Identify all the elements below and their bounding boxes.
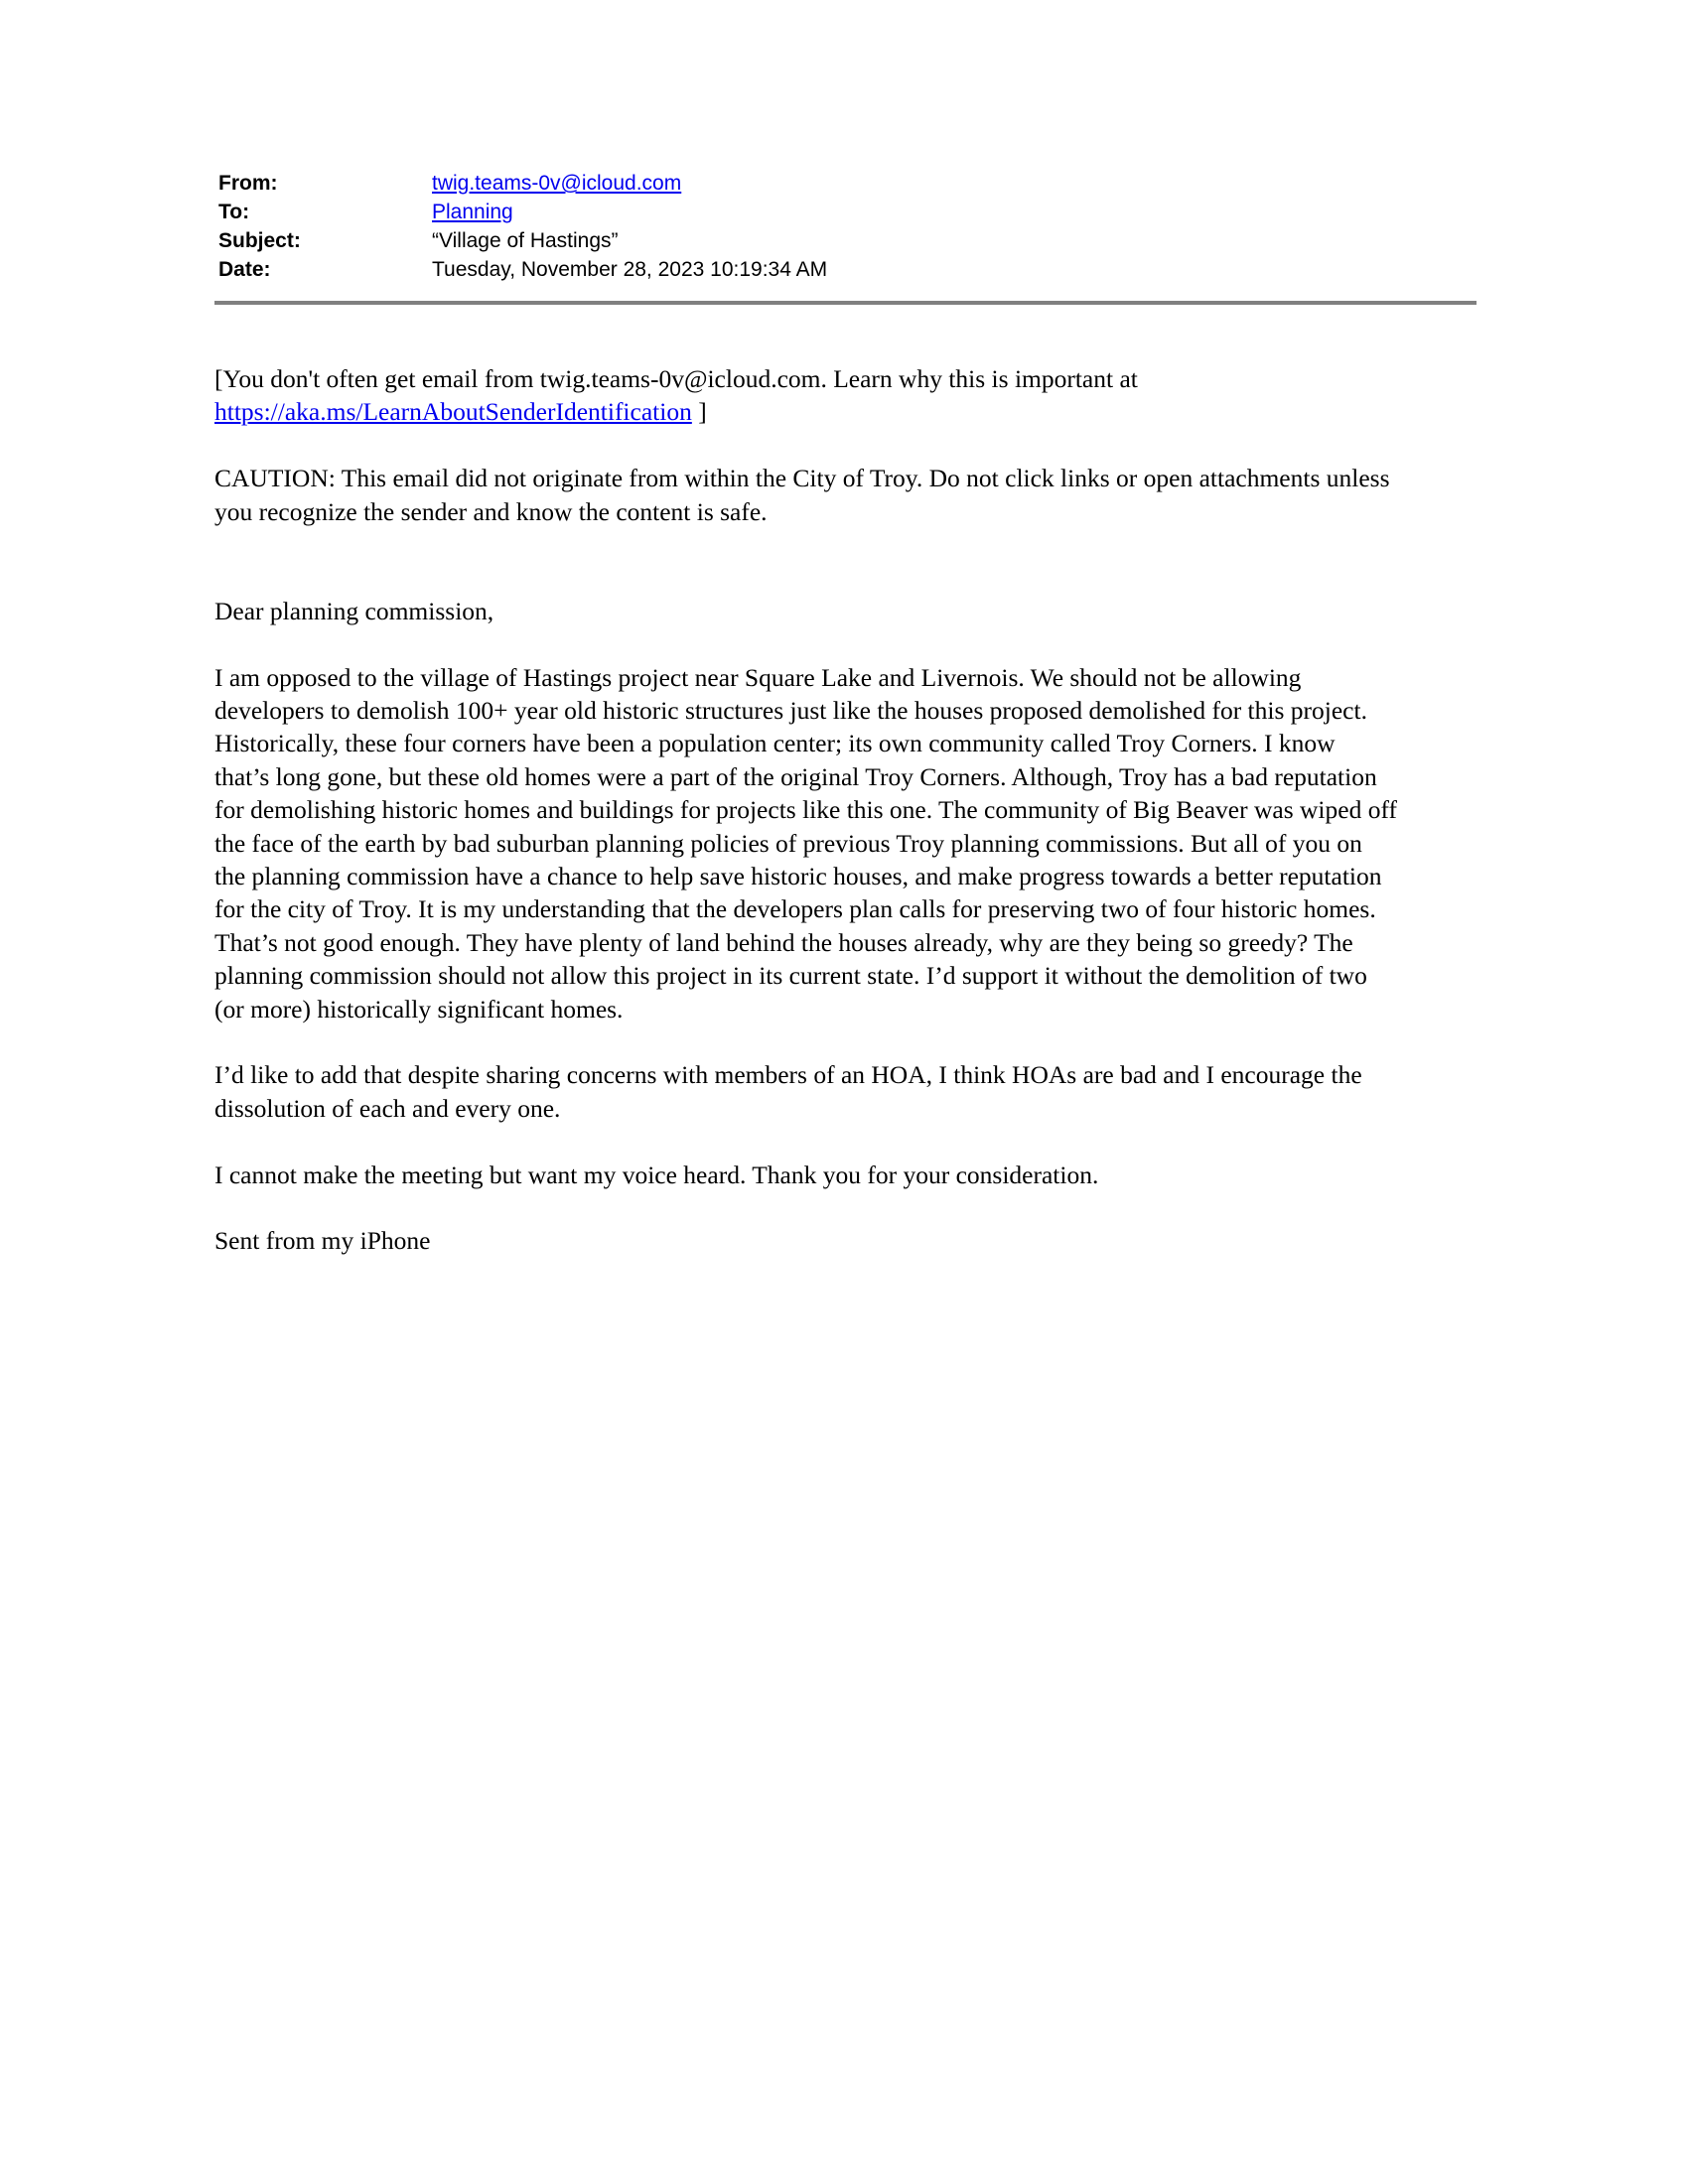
paragraph-1-line: that’s long gone, but these old homes were a part of the original Troy Corners. Although, Troy has a bad reputation bbox=[214, 761, 1377, 791]
header-from-row bbox=[218, 169, 827, 198]
paragraph-1-line: planning commission should not allow this project in its current state. I’d support it without the demolition of two bbox=[214, 961, 1367, 991]
body-paragraph-1 bbox=[214, 661, 1505, 1025]
sender-notice-suffix: ] bbox=[691, 397, 707, 427]
paragraph-2-line: dissolution of each and every one. bbox=[214, 1093, 561, 1123]
paragraph-1-line: I am opposed to the village of Hastings project near Square Lake and Livernois. We should not be allowing bbox=[214, 662, 1302, 692]
paragraph-2-line: I’d like to add that despite sharing concerns with members of an HOA, I think HOAs are bad and I encourage the bbox=[214, 1060, 1362, 1090]
body-paragraph-2 bbox=[214, 1058, 1505, 1125]
header-subject-row bbox=[218, 226, 827, 255]
paragraph-1-line: the face of the earth by bad suburban planning policies of previous Troy planning commissions. But all of you on bbox=[214, 828, 1362, 858]
to-recipient-link[interactable]: Planning bbox=[432, 201, 513, 223]
paragraph-1-line: Historically, these four corners have been a population center; its own community called Troy Corners. I know bbox=[214, 729, 1336, 758]
sender-notice bbox=[214, 362, 1505, 429]
subject-value: “Village of Hastings” bbox=[432, 229, 619, 252]
caution-line-1: CAUTION: This email did not originate from within the City of Troy. Do not click links or open attachments unless bbox=[214, 464, 1390, 493]
paragraph-1-line: for demolishing historic homes and buildings for projects like this one. The community of Big Beaver was wiped off bbox=[214, 795, 1397, 825]
paragraph-1-line: That’s not good enough. They have plenty of land behind the houses already, why are they being so greedy? The bbox=[214, 927, 1353, 957]
from-email-link[interactable]: twig.teams-0v@icloud.com bbox=[432, 172, 682, 195]
paragraph-1-line: the planning commission have a chance to help save historic houses, and make progress towards a better reputation bbox=[214, 862, 1382, 891]
to-label: To: bbox=[218, 201, 250, 223]
header-divider bbox=[214, 301, 1477, 305]
caution-line-2: you recognize the sender and know the content is safe. bbox=[214, 496, 768, 526]
subject-label: Subject: bbox=[218, 229, 301, 252]
paragraph-1-line: for the city of Troy. It is my understanding that the developers plan calls for preserving two of four historic homes. bbox=[214, 894, 1376, 924]
header-date-row bbox=[218, 255, 827, 284]
paragraph-1-line: (or more) historically significant homes. bbox=[214, 994, 624, 1024]
sender-identification-link[interactable]: https://aka.ms/LearnAboutSenderIdentification bbox=[214, 397, 692, 427]
paragraph-1-line: developers to demolish 100+ year old historic structures just like the houses proposed demolished for this project. bbox=[214, 696, 1367, 726]
sender-notice-text: [You don't often get email from twig.teams-0v@icloud.com. Learn why this is important at bbox=[214, 364, 1138, 393]
from-label: From: bbox=[218, 172, 278, 195]
email-body bbox=[214, 362, 1505, 1258]
signature: Sent from my iPhone bbox=[214, 1226, 431, 1256]
greeting: Dear planning commission, bbox=[214, 596, 494, 625]
email-header bbox=[218, 169, 827, 284]
header-to-row bbox=[218, 198, 827, 226]
date-value: Tuesday, November 28, 2023 10:19:34 AM bbox=[432, 258, 828, 281]
caution-notice bbox=[214, 462, 1505, 528]
body-paragraph-3: I cannot make the meeting but want my voice heard. Thank you for your consideration. bbox=[214, 1160, 1099, 1189]
date-label: Date: bbox=[218, 258, 271, 281]
